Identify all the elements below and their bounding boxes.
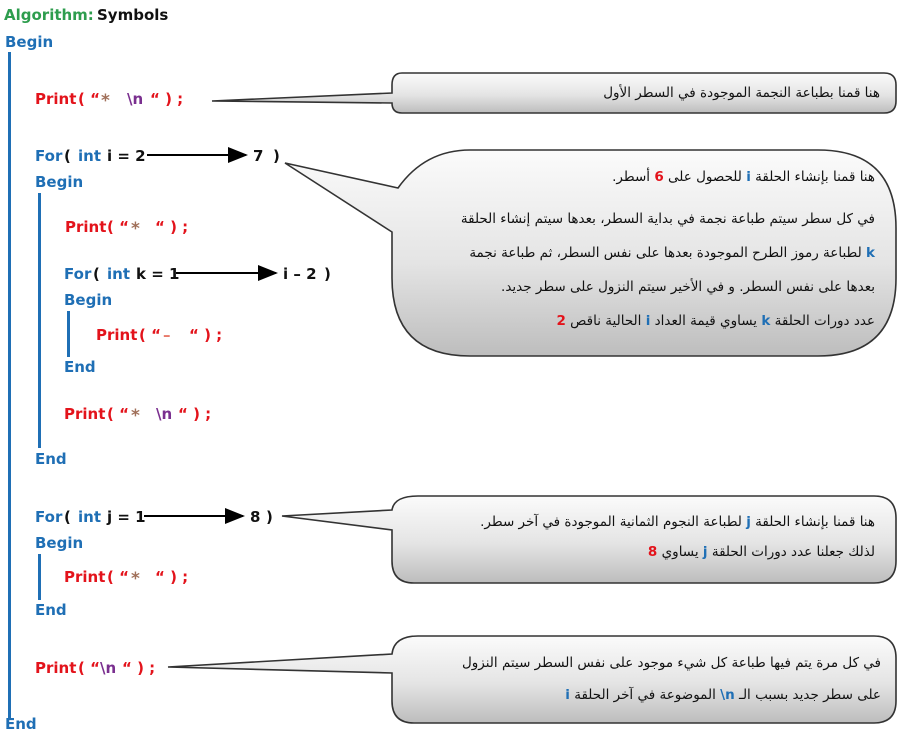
callout-3-text [405, 507, 875, 567]
quote-open: ( “ [107, 218, 129, 236]
print-keyword: Print [35, 90, 77, 108]
star-symbol: * [101, 91, 110, 111]
note-text: هنا قمنا بإنشاء الحلقة [755, 514, 875, 530]
minus-symbol: – [163, 326, 171, 344]
star-symbol: * [131, 406, 140, 426]
for-keyword: For [35, 147, 63, 165]
quote-open: ( “ [107, 568, 129, 586]
algorithm-title: Symbols [97, 6, 169, 24]
print-keyword: Print [96, 326, 138, 344]
loop-init: j = 1 [107, 508, 146, 526]
number-6: 6 [654, 169, 664, 185]
print-keyword: Print [64, 568, 106, 586]
note-text: لطباعة رموز الطرح الموجودة بعدها على نفس السطر، ثم طباعة نجمة [469, 245, 862, 261]
callout-4-text [405, 647, 881, 711]
var-k: k [866, 245, 875, 261]
var-i: i [746, 169, 751, 185]
paren-open: ( [93, 265, 100, 283]
quote-close: “ ) ; [189, 326, 223, 344]
var-i: i [645, 313, 651, 329]
loop-limit: 8 [250, 508, 261, 526]
quote-close: “ ) ; [122, 659, 156, 677]
quote-open: ( “ [107, 405, 129, 423]
note-2-line-2: في كل سطر سيتم طباعة نجمة في بداية السطر، بعدها سيتم إنشاء الحلقة [460, 211, 875, 227]
var-j: j [746, 514, 751, 530]
loop-init: k = 1 [136, 265, 180, 283]
note-text: هنا قمنا بإنشاء الحلقة [755, 169, 875, 185]
star-symbol: * [131, 569, 140, 589]
note-1: هنا قمنا بطباعة النجمة الموجودة في السطر الأول [603, 85, 880, 101]
quote-open: ( “ [78, 659, 100, 677]
loop-init: i = 2 [107, 147, 146, 165]
note-text: لذلك جعلنا عدد دورات الحلقة [711, 544, 875, 560]
paren-close: ) [273, 147, 280, 165]
quote-open: ( “ [78, 90, 100, 108]
note-4-line-1: في كل مرة يتم فيها طباعة كل شيء موجود على نفس السطر سيتم النزول [461, 655, 881, 671]
star-symbol: * [131, 219, 140, 239]
var-k: k [761, 313, 771, 329]
note-text: يساوي [661, 544, 699, 560]
paren-open: ( [64, 147, 71, 165]
quote-close: “ ) ; [178, 405, 212, 423]
end-k: End [64, 358, 96, 376]
end-i: End [35, 450, 67, 468]
var-j: j [702, 544, 708, 560]
int-keyword: int [78, 147, 101, 165]
for-keyword: For [35, 508, 63, 526]
begin-k: Begin [64, 291, 113, 309]
callout-1-text [410, 79, 880, 107]
print-keyword: Print [35, 659, 77, 677]
paren-open: ( [64, 508, 71, 526]
note-text: الحالية ناقص [570, 313, 642, 329]
loop-limit: i – 2 [283, 265, 317, 283]
loop-limit: 7 [253, 147, 264, 165]
quote-close: “ ) ; [155, 568, 189, 586]
callout-2-text [405, 160, 875, 338]
note-2-line-1 [405, 160, 875, 194]
begin-main: Begin [5, 33, 54, 51]
note-2-line-3 [405, 236, 875, 270]
int-keyword: int [107, 265, 130, 283]
paren-close: ) [266, 508, 273, 526]
end-main: End [5, 715, 37, 733]
note-text: أسطر. [612, 169, 651, 185]
begin-j: Begin [35, 534, 84, 552]
note-2-line-4: بعدها على نفس السطر. و في الأخير سيتم النزول على سطر جديد. [501, 279, 875, 295]
number-2: 2 [556, 313, 566, 329]
newline-escape: \n [156, 405, 173, 423]
newline-escape: \n [127, 90, 144, 108]
note-text: للحصول على [668, 169, 742, 185]
for-keyword: For [64, 265, 92, 283]
end-j: End [35, 601, 67, 619]
number-8: 8 [647, 544, 658, 560]
note-text: يساوي قيمة العداد [654, 313, 758, 329]
newline-escape: \n [100, 659, 117, 677]
quote-close: “ ) ; [150, 90, 184, 108]
begin-i: Begin [35, 173, 84, 191]
note-text: لطباعة النجوم الثمانية الموجودة في آخر سطر. [480, 514, 742, 530]
print-keyword: Print [65, 218, 107, 236]
var-i: i [565, 687, 570, 703]
note-3-line-2 [405, 537, 875, 567]
quote-close: “ ) ; [155, 218, 189, 236]
note-2-line-5 [405, 304, 875, 338]
note-text: عدد دورات الحلقة [774, 313, 875, 329]
quote-open: ( “ [139, 326, 161, 344]
note-text: على سطر جديد بسبب الـ [738, 687, 881, 703]
note-text: الموضوعة في آخر الحلقة [574, 687, 716, 703]
note-4-line-2 [405, 679, 881, 711]
print-keyword: Print [64, 405, 106, 423]
algorithm-label: Algorithm: [4, 6, 94, 24]
note-3-line-1 [405, 507, 875, 537]
paren-close: ) [324, 265, 331, 283]
newline-escape: \n [720, 687, 735, 703]
int-keyword: int [78, 508, 101, 526]
